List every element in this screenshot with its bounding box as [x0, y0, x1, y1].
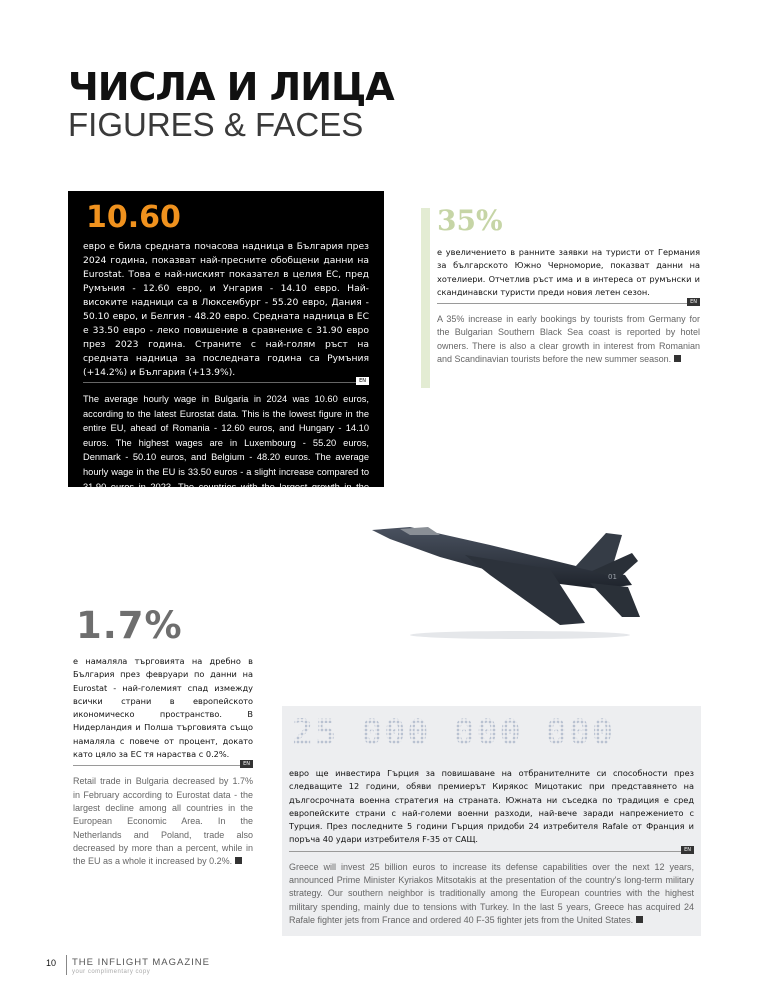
tourism-fact	[437, 246, 700, 366]
defense-bg-text: евро ще инвестира Гърция за повишаване на отбранителните си способности през следващите 12 години, обяви премиерът Кирякос Мицотакис при представянето на дългосрочната военна стратегия на страната. Южната ни съседка по традиция е сред европейските страни с най-големи военни разходи, най-вече заради напрежението с Турция. През последните 5 години Гърция придоби 24 изтребителя Rafale от Франция и поръча 40 удари изтребителя F-35 от САЩ.	[289, 768, 694, 845]
retail-fact	[73, 655, 253, 868]
magazine-tagline: your complimentary copy	[72, 969, 151, 975]
wage-en-text: The average hourly wage in Bulgaria in 2024 was 10.60 euros, according to the latest Eurostat data. This is the lowest figure in the entire EU, ahead of Romania - 12.60 euros, and Hungary - 14.10 euros. The highest wages are in Luxembourg - 55.20 euros, Denmark - 50.10 euros, and Belgium - 48.20 euros. The average hourly wage in the EU is 33.50 euros - a slight increase compared to 31.90 euros in 2023. The countries with the largest growth in the average wage over the past year are Romania (+14.2%) and Bulgaria (+13.9%).	[83, 394, 369, 521]
defense-figure: 25 000 000 000	[292, 716, 694, 751]
end-square-icon	[636, 916, 643, 923]
en-language-tag: EN	[681, 846, 694, 854]
defense-fact-box	[282, 706, 701, 936]
tourism-bg-text: е увеличението в ранните заявки на туристи от Германия за българското Южно Черноморие, показват данни на хотелиери. Отчетлив ръст има и в интереса от румънски и скандинавски туристи преди новия летен сезон.	[437, 247, 700, 297]
footer-divider	[66, 955, 67, 975]
defense-en-divider	[289, 846, 694, 861]
page-number: 10	[46, 958, 57, 968]
retail-en-divider	[73, 761, 253, 775]
end-square-icon	[674, 355, 681, 362]
jet-tail-number: 01	[608, 573, 617, 581]
tourism-accent-bar	[421, 208, 430, 388]
tourism-en-text: A 35% increase in early bookings by tourists from Germany for the Bulgarian Southern Black Sea coast is reported by hotel owners. There is also a clear growth in interest from Romanian and Scandinavian tourists before the new summer season.	[437, 314, 700, 365]
tourism-en-divider	[437, 299, 700, 313]
magazine-name: THE INFLIGHT MAGAZINE	[72, 957, 211, 968]
f35-jet-image	[370, 505, 660, 645]
wage-fact-box	[68, 191, 384, 521]
tourism-figure: 35%	[437, 204, 503, 237]
retail-bg-text: е намаляла търговията на дребно в България през февруари по данни на Eurostat - най-големият спад измежду всички страни в европейското икономическо пространство. В Нидерландия и Полша търговията също намаляла с повече от процент, докато като цяло за ЕС тя нараства с 0.2%.	[73, 656, 253, 760]
wage-bg-text: евро е била средната почасова надница в България през 2024 година, показват най-пресните обобщени данни на Eurostat. Това е най-ниският показател в целия ЕС, пред Румъния - 12.60 евро, и Унгария - 14.10 евро. Най-високите надници са в Люксембург - 55.20 евро, Дания - 50.10 евро, и Белгия - 48.20 евро. Средната надница в ЕС е 33.50 евро - леко повишение в сравнение с 31.90 евро през 2023 година. Страните с най-голям ръст на средната надница за последната година са Румъния (+14.2%) и България (+13.9%).	[83, 241, 369, 378]
en-language-tag: EN	[240, 760, 253, 768]
end-square-icon	[235, 857, 242, 864]
defense-en-text: Greece will invest 25 billion euros to increase its defense capabilities over the next 12 years, announced Prime Minister Kyriakos Mitsotakis at the presentation of the country's long-term military strategy. Our southern neighbor is traditionally among the European countries with the highest military spending, mainly due to tensions with Turkey. In the last 5 years, Greece has acquired 24 Rafale fighter jets from France and ordered 40 F-35 fighter jets from the United States.	[289, 861, 694, 925]
retail-en-text: Retail trade in Bulgaria decreased by 1.7% in February according to Eurostat data - the largest decline among all countries in the European Economic Area. In the Netherlands and Poland, trade also decreased by more than a percent, while in the EU as a whole it increased by 0.2%.	[73, 776, 253, 867]
page-title-en: FIGURES & FACES	[68, 106, 364, 143]
retail-figure: 1.7%	[76, 604, 183, 647]
en-language-tag: EN	[687, 298, 700, 306]
wage-figure: 10.60	[86, 200, 181, 235]
end-square-icon	[163, 512, 170, 519]
en-language-tag: EN	[356, 377, 369, 385]
wage-en-divider	[83, 378, 369, 392]
page-title-bg: ЧИСЛА И ЛИЦА	[68, 65, 394, 109]
